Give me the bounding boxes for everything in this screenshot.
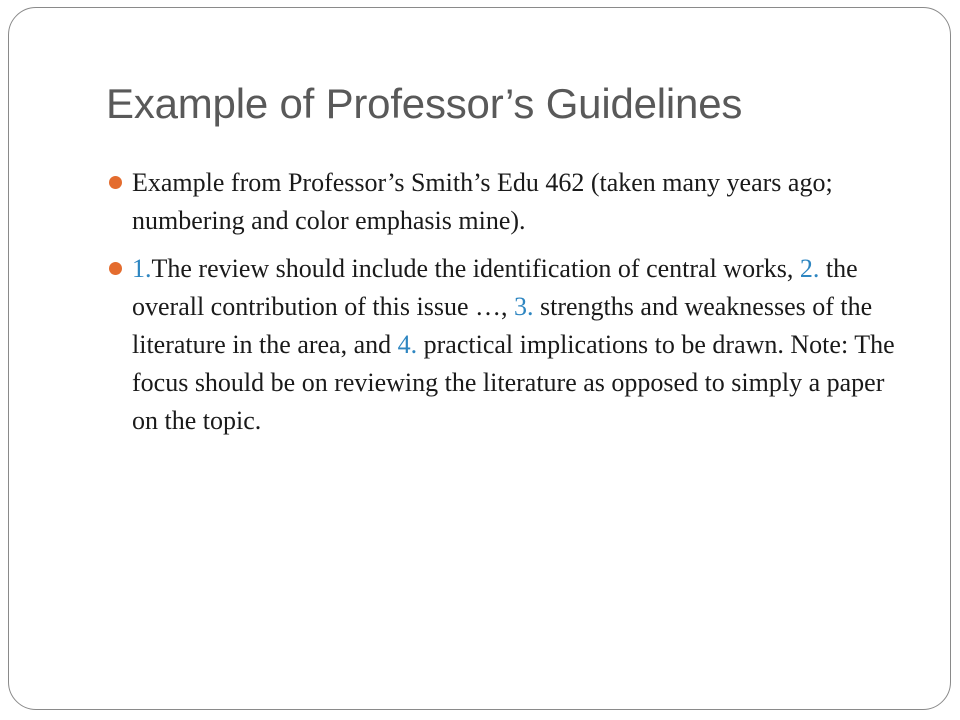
item-number: 3.	[514, 292, 534, 321]
item-number: 1.	[132, 254, 152, 283]
item-number: 4.	[397, 330, 418, 359]
bullet-item	[106, 250, 916, 440]
bullet-text: strengths and weaknesses of the literature in the area, and	[132, 292, 873, 359]
bullet-text: the overall contribution of this issue …,	[132, 254, 858, 321]
bullet-text: practical implications to be drawn. Note: The focus should be on reviewing the literature as opposed to simply a paper on the topic.	[132, 330, 895, 435]
item-number: 2.	[799, 254, 820, 283]
bullet-item	[106, 164, 916, 240]
bullet-list	[106, 164, 916, 450]
bullet-dot-icon	[109, 176, 122, 189]
slide-title: Example of Professor’s Guidelines	[106, 80, 743, 127]
bullet-text: The review should include the identification of central works,	[151, 254, 800, 283]
bullet-text: Example from Professor’s Smith’s Edu 462 (taken many years ago; numbering and color emphasis mine).	[132, 168, 833, 235]
bullet-dot-icon	[109, 262, 122, 275]
